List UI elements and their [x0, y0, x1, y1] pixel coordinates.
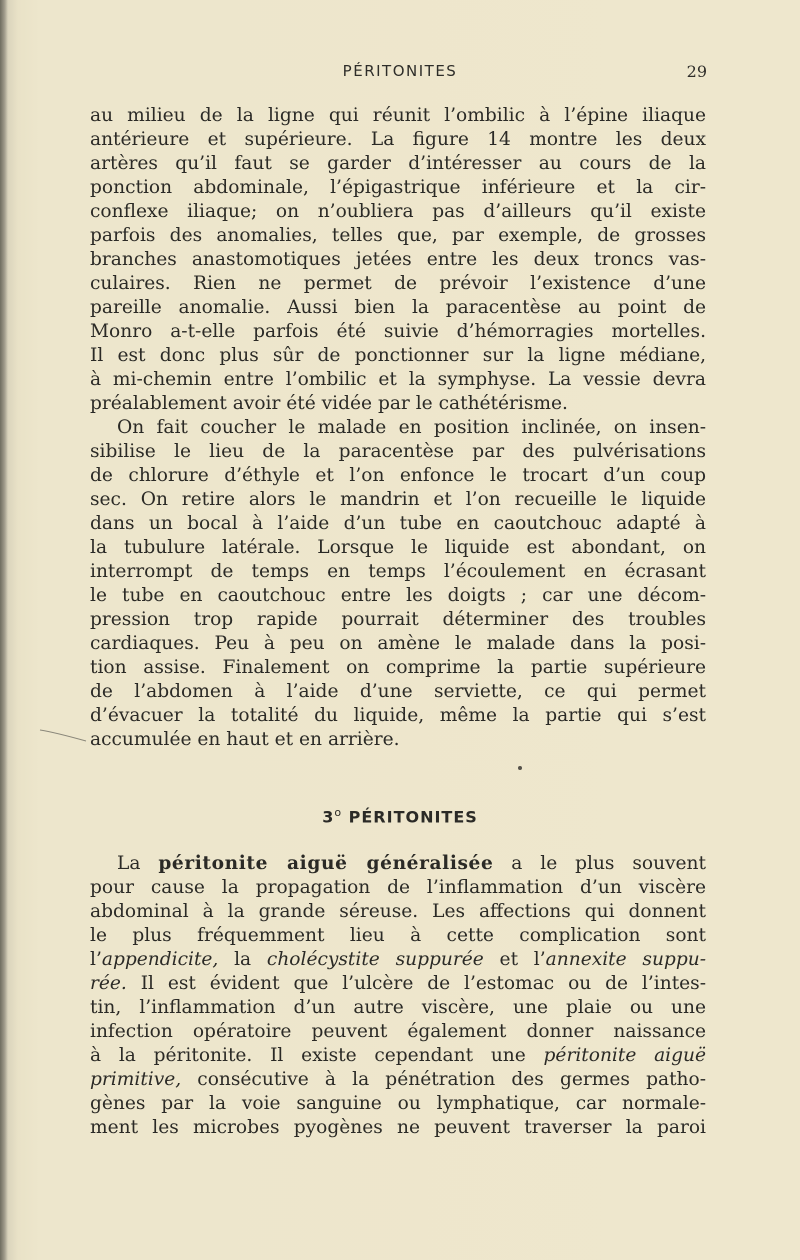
- section-number-suffix: o: [334, 806, 343, 819]
- running-head: PÉRITONITES: [342, 62, 458, 80]
- italic-term: rée.: [90, 973, 127, 994]
- text-line: dans un bocal à l’aide d’un tube en caoutchouc adapté à: [90, 513, 706, 534]
- text-line: tion assise. Finalement on comprime la partie supérieure: [90, 657, 706, 678]
- paragraph-paracentesis-procedure: [90, 416, 706, 752]
- italic-term: cholécystite suppurée: [266, 949, 484, 970]
- text-line: interrompt de temps en temps l’écoulement en écrasant: [90, 561, 706, 582]
- text-line: de chlorure d’éthyle et l’on enfonce le trocart d’un coup: [90, 465, 706, 486]
- bold-term: péritonite aiguë généralisée: [158, 853, 494, 874]
- margin-pencil-mark: [38, 728, 88, 742]
- paragraph-paracentesis-site: [90, 104, 706, 416]
- text-line: infection opératoire peuvent également donner naissance: [90, 1021, 706, 1042]
- text-line: branches anastomotiques jetées entre les deux troncs vas-: [90, 249, 706, 270]
- italic-term: péritonite aiguë: [543, 1045, 706, 1066]
- text-line: On fait coucher le malade en position inclinée, on insen-: [117, 417, 706, 438]
- text-line: parfois des anomalies, telles que, par exemple, de grosses: [90, 225, 706, 246]
- text-line: antérieure et supérieure. La figure 14 montre les deux: [90, 129, 706, 150]
- text-line: pour cause la propagation de l’inflammation d’un viscère: [90, 877, 706, 898]
- text-line: artères qu’il faut se garder d’intéresser au cours de la: [90, 153, 706, 174]
- text-line: Monro a-t-elle parfois été suivie d’hémorragies mortelles.: [90, 321, 706, 342]
- text-line: ponction abdominale, l’épigastrique inférieure et la cir-: [90, 177, 706, 198]
- text-line: d’évacuer la totalité du liquide, même la partie qui s’est: [90, 705, 706, 726]
- italic-term: annexite suppu-: [545, 949, 706, 970]
- paragraph-peritonite-aigue: [90, 852, 706, 1140]
- text-line: de l’abdomen à l’aide d’une serviette, ce qui permet: [90, 681, 706, 702]
- italic-term: appendicite,: [101, 949, 219, 970]
- page-binding-edge: [0, 0, 8, 1260]
- text-line: à mi-chemin entre l’ombilic et la symphyse. La vessie devra: [90, 369, 706, 390]
- text-line: préalablement avoir été vidée par le cathétérisme.: [90, 393, 568, 414]
- text-line: la tubulure latérale. Lorsque le liquide est abondant, on: [90, 537, 706, 558]
- text-line: abdominal à la grande séreuse. Les affections qui donnent: [90, 901, 706, 922]
- text-line: sibilise le lieu de la paracentèse par des pulvérisations: [90, 441, 706, 462]
- text-line: conflexe iliaque; on n’oubliera pas d’ailleurs qu’il existe: [90, 201, 706, 222]
- text-line: gènes par la voie sanguine ou lymphatique, car normale-: [90, 1093, 706, 1114]
- text-line: Il est donc plus sûr de ponctionner sur la ligne médiane,: [90, 345, 706, 366]
- section-number: 3: [322, 807, 335, 827]
- text-line: l’appendicite, la cholécystite suppurée et l’annexite suppu-: [90, 949, 706, 970]
- text-line: à la péritonite. Il existe cependant une péritonite aiguë: [90, 1045, 706, 1066]
- text-line: au milieu de la ligne qui réunit l’ombilic à l’épine iliaque: [90, 105, 706, 126]
- text-line: primitive, consécutive à la pénétration des germes patho-: [90, 1069, 706, 1090]
- text-line: cardiaques. Peu à peu on amène le malade dans la posi-: [90, 633, 706, 654]
- text-line: pression trop rapide pourrait déterminer des troubles: [90, 609, 706, 630]
- page-header: [0, 60, 800, 86]
- text-line: pareille anomalie. Aussi bien la paracentèse au point de: [90, 297, 706, 318]
- text-line: La péritonite aiguë généralisée a le plus souvent: [117, 853, 706, 874]
- text-line: culaires. Rien ne permet de prévoir l’existence d’une: [90, 273, 706, 294]
- text-line: accumulée en haut et en arrière.: [90, 729, 400, 750]
- text-line: sec. On retire alors le mandrin et l’on recueille le liquide: [90, 489, 706, 510]
- page-number: 29: [686, 62, 707, 81]
- text-line: le plus fréquemment lieu à cette complication sont: [90, 925, 706, 946]
- italic-term: primitive,: [90, 1069, 182, 1090]
- text-line: ment les microbes pyogènes ne peuvent traverser la paroi: [90, 1117, 706, 1138]
- section-title: PÉRITONITES: [348, 807, 478, 827]
- section-heading: [0, 806, 800, 826]
- text-line: tin, l’inflammation d’un autre viscère, une plaie ou une: [90, 997, 706, 1018]
- text-line: rée. Il est évident que l’ulcère de l’estomac ou de l’intes-: [90, 973, 706, 994]
- ink-speck: [518, 766, 522, 770]
- text-line: le tube en caoutchouc entre les doigts ; car une décom-: [90, 585, 706, 606]
